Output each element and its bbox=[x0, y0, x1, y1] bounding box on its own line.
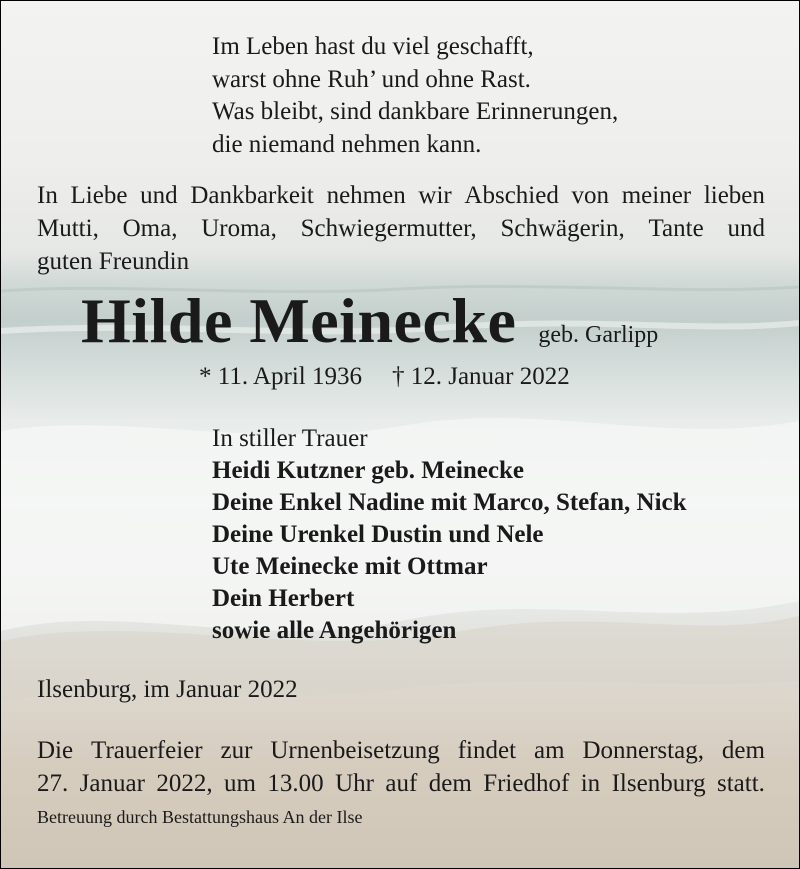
poem-line: die niemand nehmen kann. bbox=[212, 130, 482, 158]
intro-word: Schwiegermutter, bbox=[300, 215, 477, 242]
ceremony-word: Friedhof bbox=[483, 770, 570, 797]
ceremony-word: Urnenbeisetzung bbox=[270, 737, 440, 764]
ceremony-word: Uhr bbox=[335, 770, 374, 797]
ceremony-word: am bbox=[533, 737, 565, 764]
intro-word: meiner bbox=[621, 182, 692, 209]
death-date: † 12. Januar 2022 bbox=[391, 363, 570, 390]
intro-word: Tante bbox=[648, 215, 704, 242]
funeral-home-credit: Betreuung durch Bestattungshaus An der Ilse bbox=[37, 807, 363, 827]
ceremony-word: um bbox=[224, 770, 256, 797]
mourner-name: Deine Enkel Nadine mit Marco, Stefan, Nick bbox=[212, 489, 687, 516]
maiden-name: geb. Garlipp bbox=[538, 322, 659, 348]
ceremony-word: in bbox=[580, 770, 601, 797]
place-date: Ilsenburg, im Januar 2022 bbox=[37, 676, 298, 703]
mourners-list bbox=[212, 423, 687, 647]
ceremony-word: Donnerstag, bbox=[582, 737, 704, 764]
ceremony-word: auf bbox=[385, 770, 418, 797]
intro-word: und bbox=[140, 182, 178, 209]
mourner-name: Deine Urenkel Dustin und Nele bbox=[212, 521, 544, 548]
intro-text bbox=[37, 179, 765, 278]
life-dates bbox=[199, 363, 570, 391]
poem bbox=[212, 31, 618, 161]
mourner-name: sowie alle Angehörigen bbox=[212, 617, 457, 644]
ceremony-line-1 bbox=[37, 734, 765, 767]
intro-word: von bbox=[571, 182, 610, 209]
intro-word: In bbox=[37, 182, 58, 209]
deceased-name: Hilde Meinecke bbox=[81, 285, 517, 356]
ceremony-word: Trauerfeier bbox=[91, 737, 203, 764]
mourner-name: Dein Herbert bbox=[212, 585, 355, 612]
intro-line-1 bbox=[37, 179, 765, 212]
mourner-name: Heidi Kutzner geb. Meinecke bbox=[212, 457, 524, 484]
ceremony-text bbox=[37, 734, 765, 800]
intro-word: Abschied bbox=[464, 182, 559, 209]
intro-word: Oma, bbox=[122, 215, 178, 242]
intro-word: nehmen bbox=[326, 182, 406, 209]
poem-line: Was bleibt, sind dankbare Erinnerungen, bbox=[212, 98, 619, 125]
ceremony-word: Januar bbox=[79, 770, 145, 797]
ceremony-word: dem bbox=[721, 737, 765, 764]
ceremony-word: Die bbox=[37, 737, 74, 764]
poem-line: Im Leben hast du viel geschafft, bbox=[212, 33, 534, 60]
birth-date: * 11. April 1936 bbox=[199, 363, 362, 390]
ceremony-word: 13.00 bbox=[267, 770, 324, 797]
ceremony-word: dem bbox=[428, 770, 472, 797]
ceremony-word: findet bbox=[457, 737, 517, 764]
mourner-name: Ute Meinecke mit Ottmar bbox=[212, 553, 488, 580]
intro-line-2 bbox=[37, 212, 765, 245]
intro-word: Dankbarkeit bbox=[190, 182, 314, 209]
intro-word: Uroma, bbox=[201, 215, 277, 242]
mourners-heading: In stiller Trauer bbox=[212, 425, 368, 452]
ceremony-word: 2022, bbox=[156, 770, 213, 797]
intro-line-3: guten Freundin bbox=[37, 248, 190, 275]
intro-word: Liebe bbox=[70, 182, 128, 209]
poem-line: warst ohne Ruh’ und ohne Rast. bbox=[212, 65, 531, 93]
ceremony-line-2 bbox=[37, 767, 765, 800]
ceremony-word: zur bbox=[220, 737, 253, 764]
intro-word: lieben bbox=[703, 182, 765, 209]
intro-word: wir bbox=[418, 182, 452, 209]
ceremony-word: Ilsenburg bbox=[611, 770, 706, 797]
intro-word: Mutti, bbox=[37, 215, 99, 242]
deceased-name-row bbox=[81, 284, 658, 358]
ceremony-word: 27. bbox=[37, 770, 69, 797]
ceremony-word: statt. bbox=[717, 770, 765, 797]
intro-word: Schwägerin, bbox=[500, 215, 625, 242]
intro-word: und bbox=[727, 215, 765, 242]
